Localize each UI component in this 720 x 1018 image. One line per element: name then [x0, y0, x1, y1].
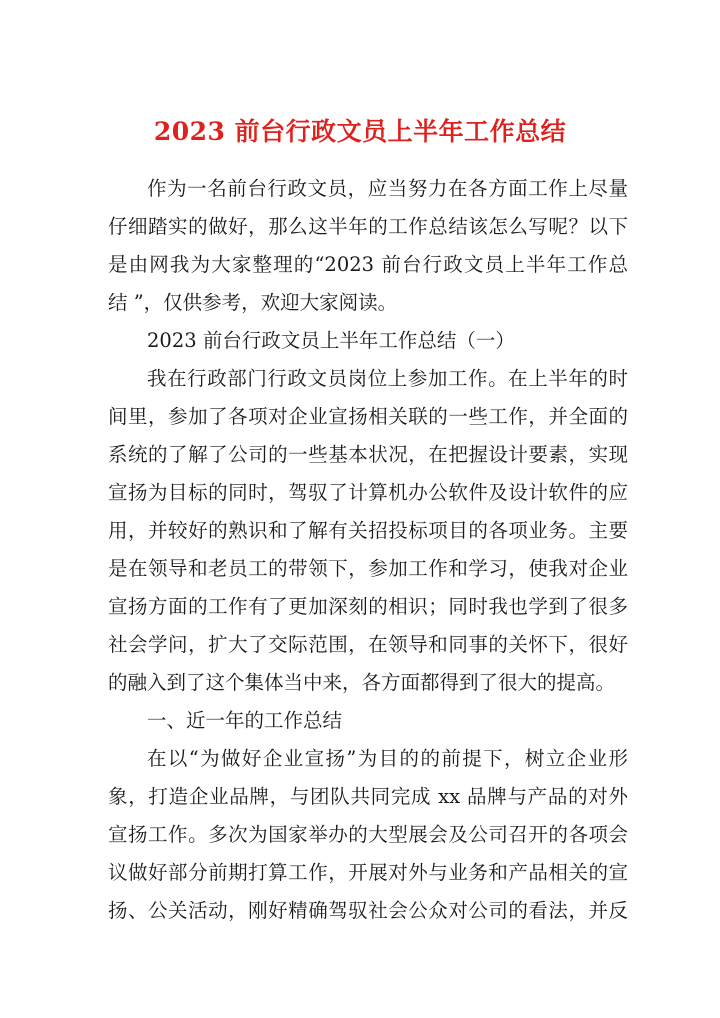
text-line: 宣扬方面的工作有了更加深刻的相识；同时我也学到了很多: [108, 595, 628, 618]
text-line: 宣扬为目标的同时，驾驭了计算机办公软件及设计软件的应: [108, 481, 628, 504]
text-line: 议做好部分前期打算工作，开展对外与业务和产品相关的宣: [108, 861, 628, 884]
text-line: 是由网我为大家整理的“2023 前台行政文员上半年工作总: [108, 253, 628, 276]
paragraph-work-experience: [108, 360, 628, 702]
document-title: 2023 前台行政文员上半年工作总结: [153, 117, 567, 146]
paragraph-intro: [108, 170, 628, 322]
paragraph-year-summary: [108, 740, 628, 930]
text-line: 间里，参加了各项对企业宣扬相关联的一些工作，并全面的: [108, 405, 628, 428]
text-line: 系统的了解了公司的一些基本状况，在把握设计要素，实现: [108, 443, 628, 466]
section-heading-2: [108, 702, 628, 740]
text-line: 一、近一年的工作总结: [147, 709, 343, 732]
text-line: 2023 前台行政文员上半年工作总结（一）: [147, 329, 515, 352]
section-heading-1: [108, 322, 628, 360]
text-line: 作为一名前台行政文员，应当努力在各方面工作上尽量: [147, 177, 628, 200]
text-line: 是在领导和老员工的带领下，参加工作和学习，使我对企业: [108, 557, 628, 580]
text-line: 仔细踏实的做好，那么这半年的工作总结该怎么写呢？以下: [108, 215, 628, 238]
text-line: 我在行政部门行政文员岗位上参加工作。在上半年的时: [147, 367, 628, 390]
text-line: 社会学问，扩大了交际范围，在领导和同事的关怀下，很好: [108, 633, 628, 656]
text-line: 象，打造企业品牌，与团队共同完成 xx 品牌与产品的对外: [108, 785, 628, 808]
text-line: 结 ”，仅供参考，欢迎大家阅读。: [108, 291, 398, 314]
text-line: 扬、公关活动，刚好精确驾驭社会公众对公司的看法，并反: [108, 899, 628, 922]
document-body: [108, 170, 628, 930]
text-line: 用，并较好的熟识和了解有关招投标项目的各项业务。主要: [108, 519, 628, 542]
text-line: 在以“为做好企业宣扬”为目的的前提下，树立企业形: [147, 747, 628, 770]
text-line: 宣扬工作。多次为国家举办的大型展会及公司召开的各项会: [108, 823, 628, 846]
text-line: 的融入到了这个集体当中来，各方面都得到了很大的提高。: [108, 671, 616, 694]
